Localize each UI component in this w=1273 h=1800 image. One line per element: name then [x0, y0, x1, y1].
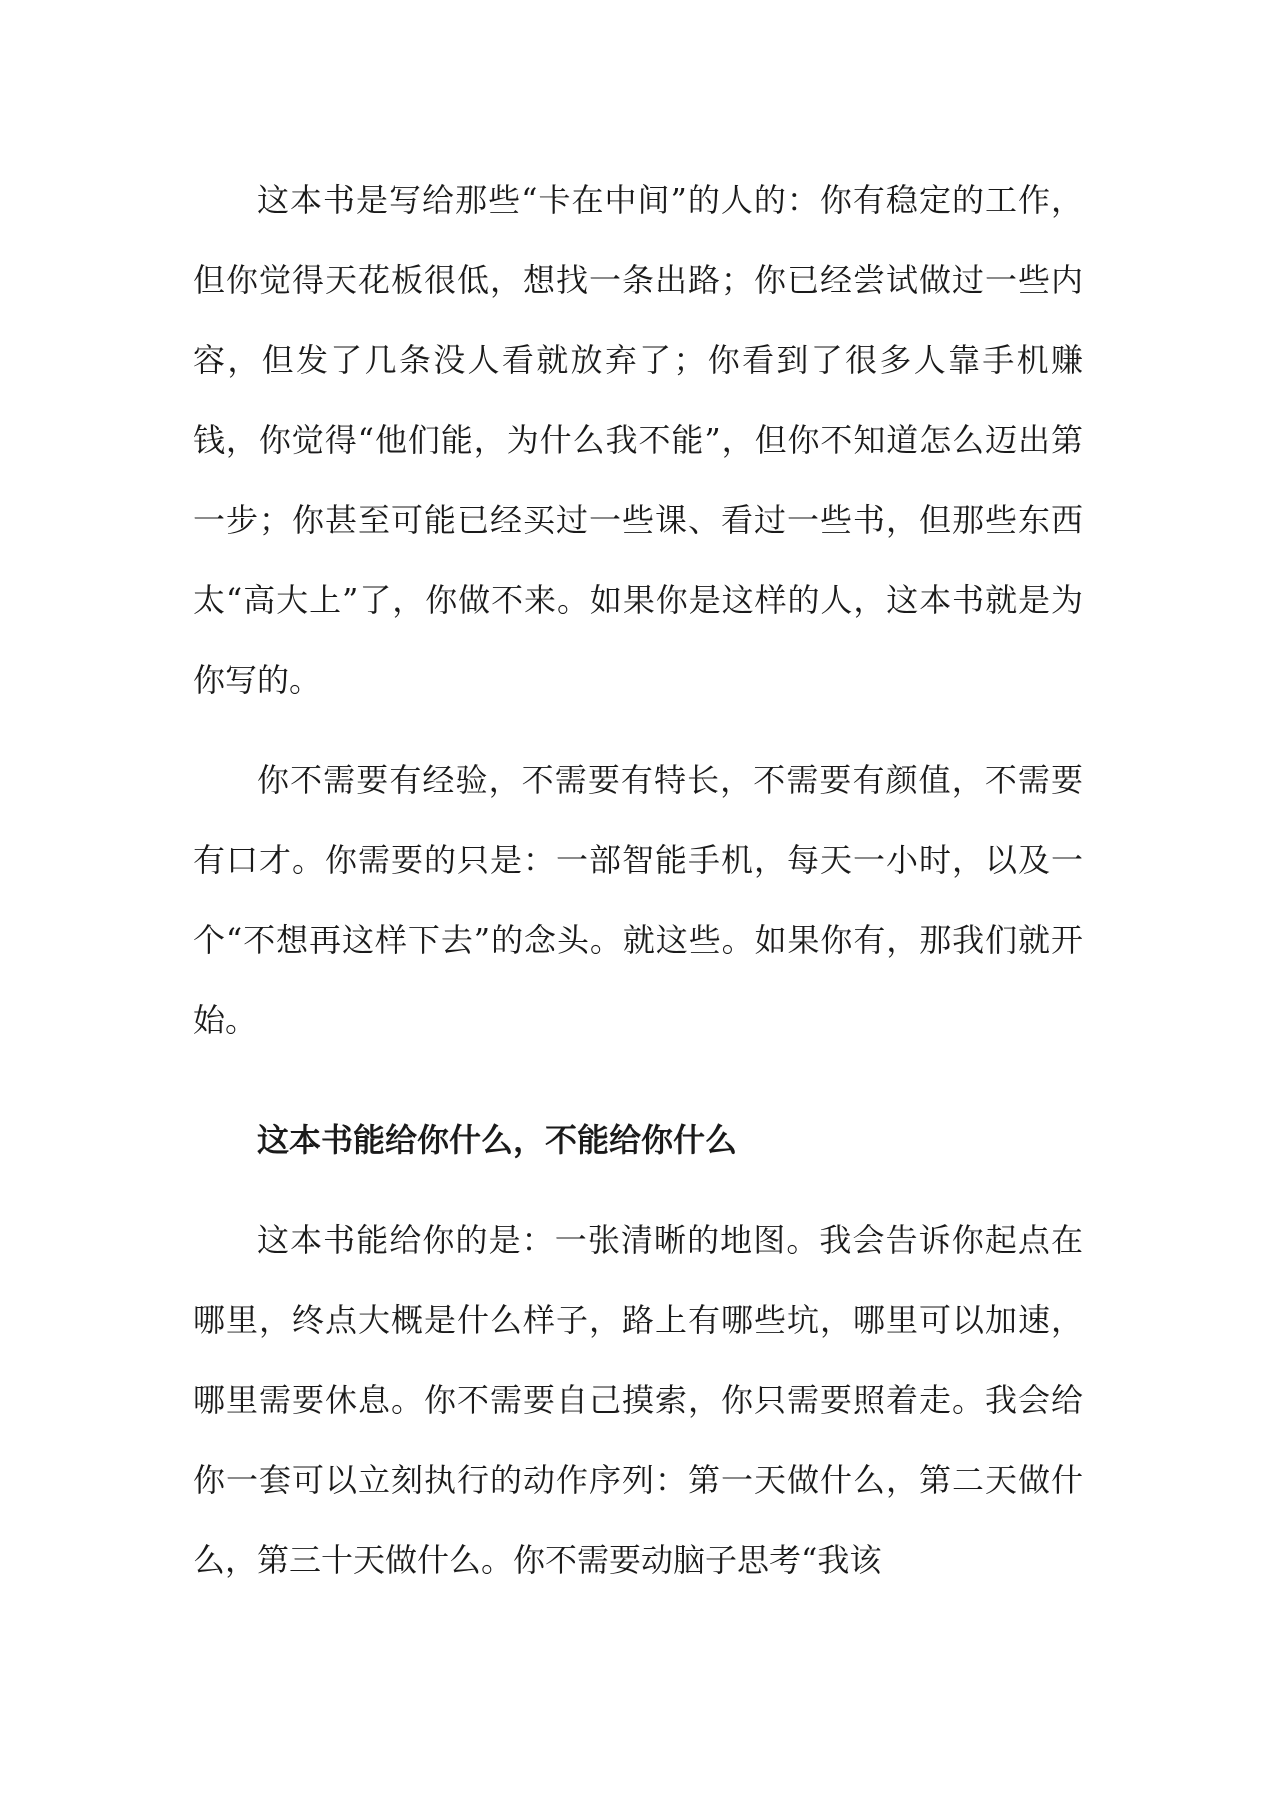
paragraph-what-book-gives: 这本书能给你的是：一张清晰的地图。我会告诉你起点在哪里，终点大概是什么样子，路上有哪些坑，哪里可以加速，哪里需要休息。你不需要自己摸索，你只需要照着走。我会给你一套可以立刻执行的动作序列：第一天做什么，第二天做什么，第三十天做什么。你不需要动脑子思考“我该	[193, 1221, 1083, 1579]
paragraph-intro: 这本书是写给那些“卡在中间”的人的：你有稳定的工作，但你觉得天花板很低，想找一条出路；你已经尝试做过一些内容，但发了几条没人看就放弃了；你看到了很多人靠手机赚钱，你觉得“他们能，为什么我不能”，但你不知道怎么迈出第一步；你甚至可能已经买过一些课、看过一些书，但那些东西太“高大上”了，你做不来。如果你是这样的人，这本书就是为你写的。	[193, 181, 1083, 699]
paragraph-requirements: 你不需要有经验，不需要有特长，不需要有颜值，不需要有口才。你需要的只是：一部智能手机，每天一小时，以及一个“不想再这样下去”的念头。就这些。如果你有，那我们就开始。	[193, 761, 1083, 1039]
section-heading: 这本书能给你什么，不能给你什么	[257, 1121, 738, 1159]
document-body	[193, 160, 1083, 1600]
